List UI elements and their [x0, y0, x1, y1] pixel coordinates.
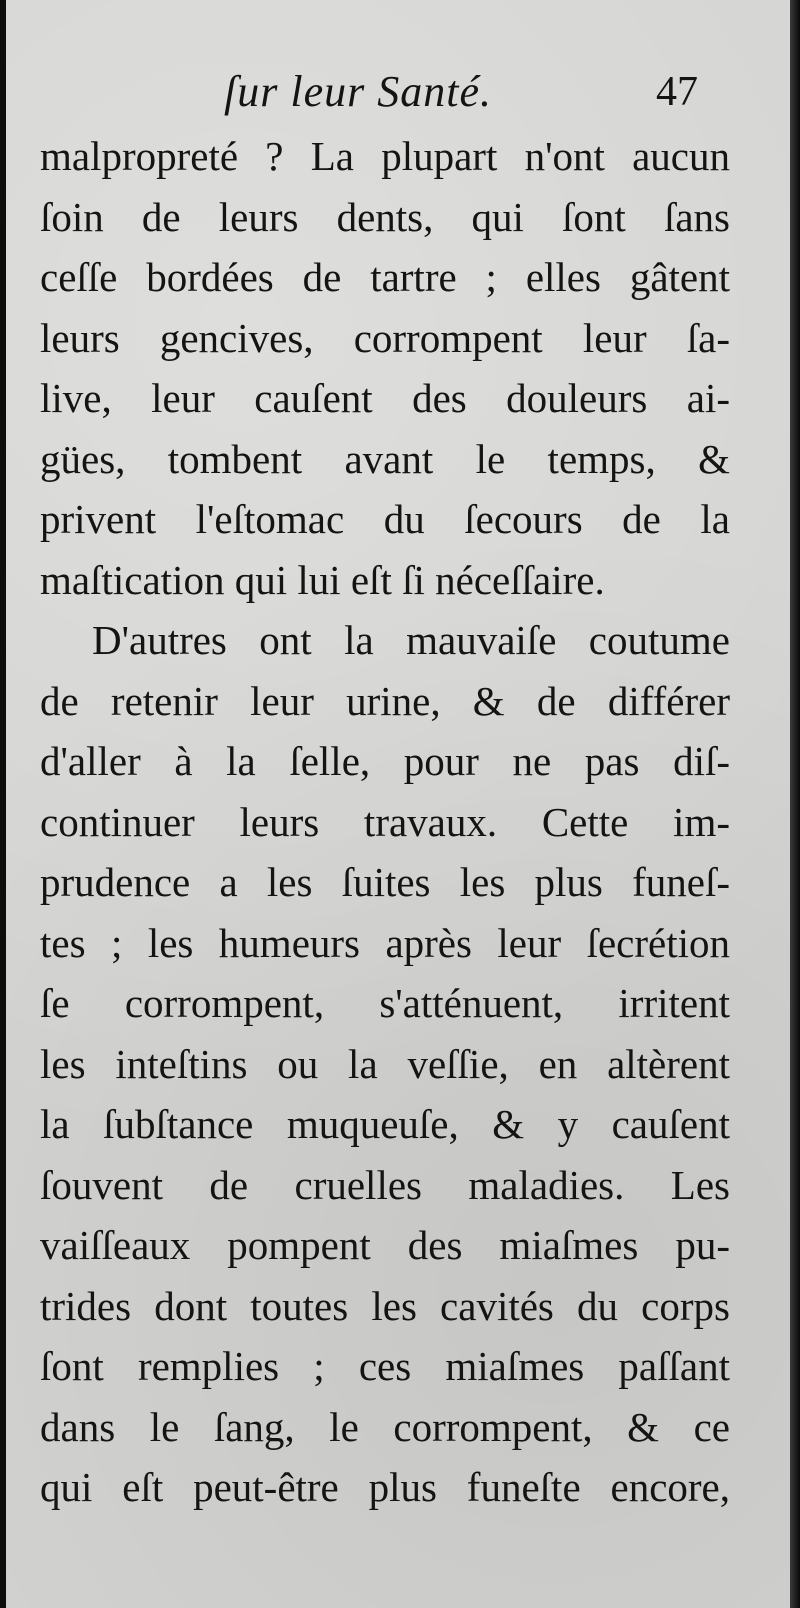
body-text	[40, 126, 730, 1518]
text-line: continuer leurs travaux. Cette im-	[40, 798, 730, 845]
page-number: 47	[656, 69, 698, 115]
text-line-paragraph-end: maſtication qui lui eſt ſi néceſſaire.	[40, 556, 605, 603]
running-head-title: ſur leur Santé.	[224, 67, 492, 116]
text-line: privent l'eſtomac du ſecours de la	[40, 496, 730, 542]
text-line: ſouvent de cruelles maladies. Les	[40, 1161, 730, 1208]
text-line: ceſſe bordées de tartre ; elles gâtent	[40, 254, 730, 300]
text-line: gües, tombent avant le temps, &	[40, 435, 730, 482]
text-line: dans le ſang, le corrompent, & ce	[40, 1403, 730, 1450]
text-line: vaiſſeaux pompent des miaſmes pu-	[40, 1222, 730, 1268]
text-line: qui eſt peut-être plus funeſte encore,	[40, 1464, 730, 1510]
text-line: ſont remplies ; ces miaſmes paſſant	[40, 1343, 730, 1389]
text-line: de retenir leur urine, & de différer	[40, 677, 730, 724]
text-line: live, leur cauſent des douleurs ai-	[40, 375, 730, 421]
text-line: prudence a les ſuites les plus funeſ-	[40, 859, 730, 905]
text-line: leurs gencives, corrompent leur ſa-	[40, 314, 730, 361]
text-line: les inteſtins ou la veſſie, en altèrent	[40, 1040, 730, 1087]
text-line: la ſubſtance muqueuſe, & y cauſent	[40, 1101, 730, 1147]
text-line: d'aller à la ſelle, pour ne pas diſ-	[40, 738, 730, 784]
text-line: tes ; les humeurs après leur ſecrétion	[40, 919, 730, 966]
text-line: ſe corrompent, s'atténuent, irritent	[40, 980, 730, 1026]
text-line: ſoin de leurs dents, qui ſont ſans	[40, 193, 730, 240]
text-line-paragraph-start: D'autres ont la mauvaiſe coutume	[92, 617, 730, 663]
running-head	[6, 66, 790, 126]
page-right-edge	[790, 0, 800, 1608]
book-page	[6, 0, 790, 1608]
text-line: malpropreté ? La plupart n'ont aucun	[40, 133, 730, 179]
text-line: trides dont toutes les cavités du corps	[40, 1282, 730, 1329]
